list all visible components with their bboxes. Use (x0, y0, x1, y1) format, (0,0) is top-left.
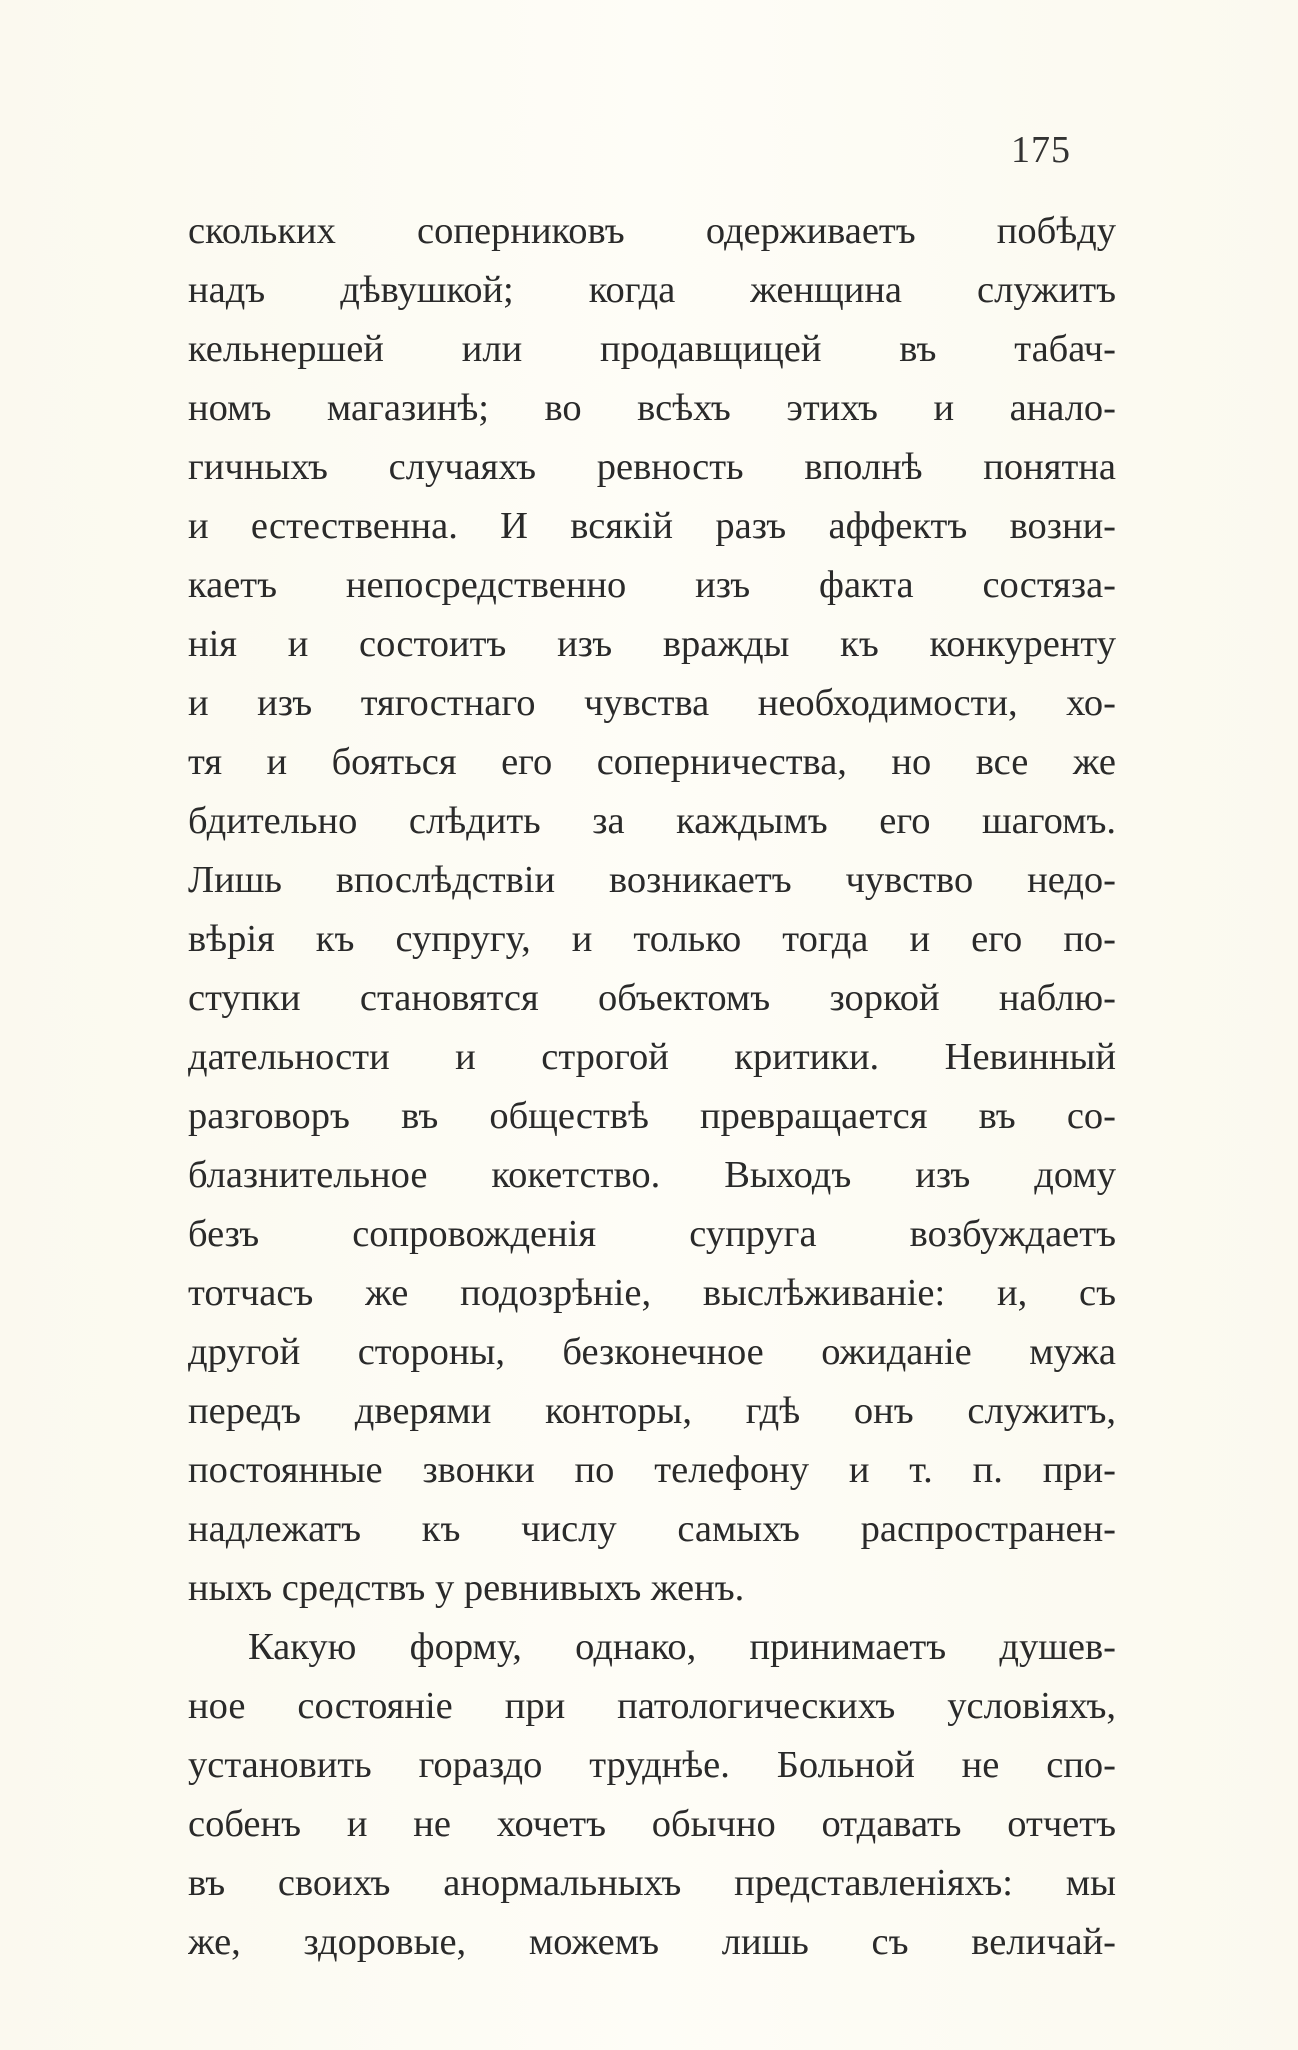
text-line: каетъ непосредственно изъ факта состяза- (188, 564, 1116, 606)
text-line: безъ сопровожденія супруга возбуждаетъ (188, 1213, 1116, 1255)
text-line: дательности и строгой критики. Невинный (188, 1036, 1116, 1078)
text-line: передъ дверями конторы, гдѣ онъ служитъ, (188, 1390, 1116, 1432)
text-line: бдительно слѣдить за каждымъ его шагомъ. (188, 800, 1116, 842)
text-line: кельнершей или продавщицей въ табач- (188, 328, 1116, 370)
text-line: разговоръ въ обществѣ превращается въ со- (188, 1095, 1116, 1137)
text-line: надъ дѣвушкой; когда женщина служитъ (188, 269, 1116, 311)
body-text (188, 202, 1116, 1972)
text-line: нія и состоитъ изъ вражды къ конкуренту (188, 623, 1116, 665)
text-line: блазнительное кокетство. Выходъ изъ дому (188, 1154, 1116, 1196)
text-line: постоянные звонки по телефону и т. п. при- (188, 1449, 1116, 1491)
text-line: въ своихъ анормальныхъ представленіяхъ: мы (188, 1862, 1116, 1904)
text-line: ное состояніе при патологическихъ условіяхъ, (188, 1685, 1116, 1727)
text-line: вѣрія къ супругу, и только тогда и его по- (188, 918, 1116, 960)
text-line: собенъ и не хочетъ обычно отдавать отчетъ (188, 1803, 1116, 1845)
text-line: скольких соперниковъ одерживаетъ побѣду (188, 210, 1116, 252)
text-line: надлежатъ къ числу самыхъ распространен- (188, 1508, 1116, 1550)
text-line: тотчасъ же подозрѣніе, выслѣживаніе: и, съ (188, 1272, 1116, 1314)
text-line: гичныхъ случаяхъ ревность вполнѣ понятна (188, 446, 1116, 488)
text-line: и естественна. И всякій разъ аффектъ возни- (188, 505, 1116, 547)
page-number: 175 (1011, 129, 1071, 171)
text-line: ныхъ средствъ у ревнивыхъ женъ. (188, 1567, 745, 1609)
text-line: другой стороны, безконечное ожиданіе мужа (188, 1331, 1116, 1373)
text-line: номъ магазинѣ; во всѣхъ этихъ и анало- (188, 387, 1116, 429)
text-line: установить гораздо труднѣе. Больной не спо- (188, 1744, 1116, 1786)
text-line: ступки становятся объектомъ зоркой наблю- (188, 977, 1116, 1019)
text-line: и изъ тягостнаго чувства необходимости, хо- (188, 682, 1116, 724)
text-line: тя и бояться его соперничества, но все же (188, 741, 1116, 783)
text-line: же, здоровые, можемъ лишь съ величай- (188, 1921, 1116, 1963)
text-line: Лишь впослѣдствіи возникаетъ чувство недо- (188, 859, 1116, 901)
text-line: Какую форму, однако, принимаетъ душев- (248, 1626, 1116, 1668)
